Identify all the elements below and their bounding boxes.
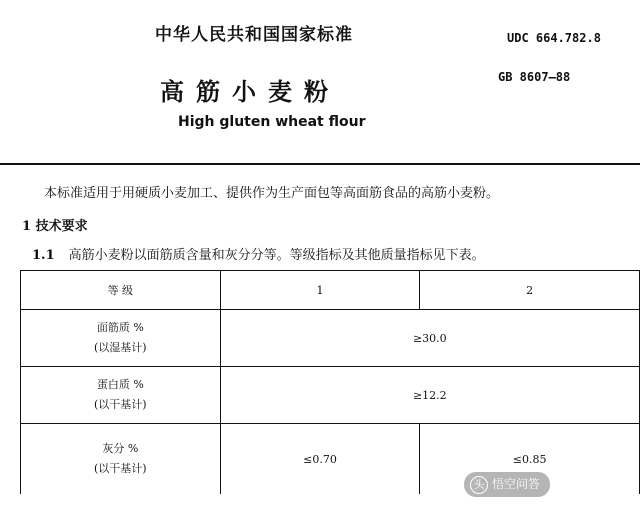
row-basis: (以湿基计) [94,341,147,354]
row-label [21,424,221,495]
document-title-en: High gluten wheat flour [178,114,366,130]
document-title-zh: 高筋小麦粉 [160,77,340,106]
row-value: ≥12.2 [220,367,639,424]
header-grade-2: 2 [420,271,640,310]
row-value: ≥30.0 [220,310,639,367]
section-1-heading: 1 技术要求 [22,219,88,234]
udc-code: UDC 664.782.8 [507,31,601,45]
table-row [21,310,640,367]
row-value-grade-1: ≤0.70 [220,424,420,495]
section-1-1-text: 高筋小麦粉以面筋质含量和灰分分等。等级指标及其他质量指标见下表。 [68,248,485,263]
scope-paragraph: 本标准适用于用硬质小麦加工、提供作为生产面包等高面筋食品的高筋小麦粉。 [44,186,500,201]
row-name: 灰分 % [102,442,139,455]
toutiao-logo-icon: 头 [470,476,488,494]
header-grade-label: 等 级 [21,271,221,310]
gb-standard-number: GB 8607—88 [498,70,571,84]
section-1-1-number: 1.1 [32,248,55,263]
standard-body-title: 中华人民共和国国家标准 [155,25,353,45]
watermark-text: 悟空问答 [492,477,541,491]
row-name: 蛋白质 % [96,378,144,391]
row-name: 面筋质 % [96,321,144,334]
row-basis: (以干基计) [94,462,147,475]
header-divider [0,163,640,165]
row-label [21,310,221,367]
watermark [464,472,550,497]
table-row [21,367,640,424]
row-value-grade-2: ≤0.85 [420,424,640,495]
table-header-row [21,271,640,310]
row-basis: (以干基计) [94,398,147,411]
header-grade-1: 1 [220,271,420,310]
section-1-1-paragraph [32,244,485,263]
grade-table [20,270,640,494]
row-label [21,367,221,424]
